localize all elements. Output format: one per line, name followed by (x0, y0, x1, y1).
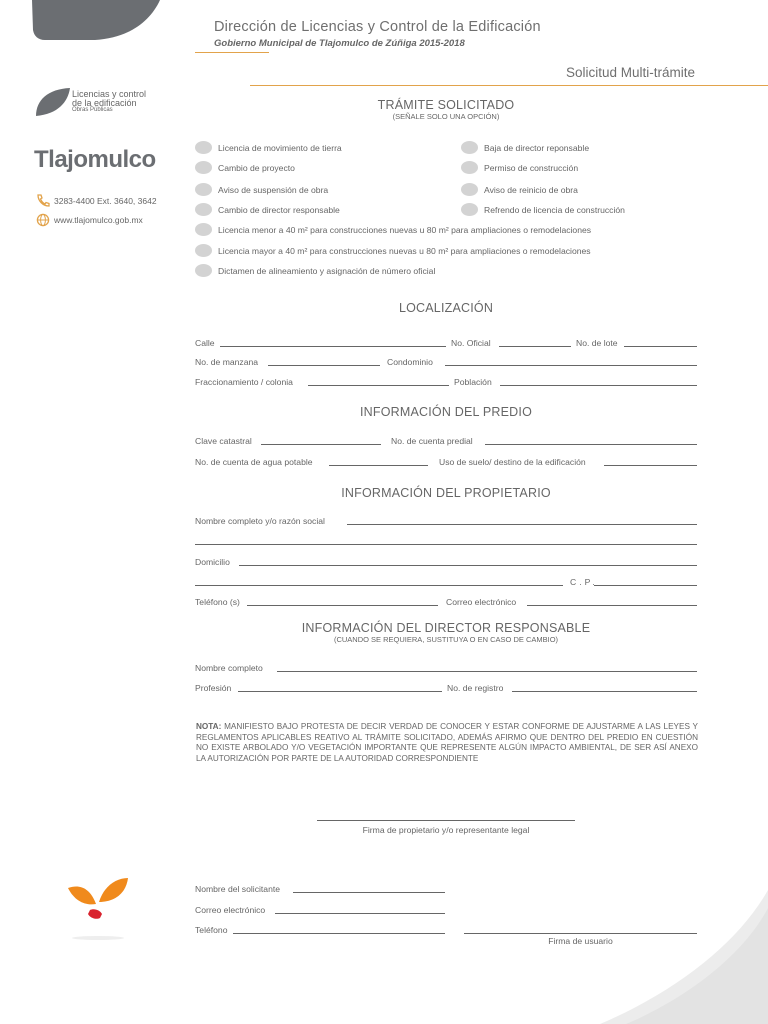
radio-button[interactable] (461, 141, 478, 154)
option-reinicio-obra[interactable]: Aviso de reinicio de obra (461, 183, 578, 196)
option-movimiento-tierra[interactable]: Licencia de movimiento de tierra (195, 141, 342, 154)
option-licencia-mayor[interactable]: Licencia mayor a 40 m² para construcciones nuevas u 80 m² para ampliaciones o remodelaciones (195, 244, 591, 257)
nota-paragraph (196, 722, 698, 764)
telefono-propietario-label: Teléfono (s) (195, 597, 240, 607)
header-underline (195, 52, 269, 53)
radio-button[interactable] (461, 183, 478, 196)
option-cambio-director[interactable]: Cambio de director responsable (195, 203, 340, 216)
header-title: Dirección de Licencias y Control de la Edificación (214, 19, 541, 35)
domicilio-label: Domicilio (195, 557, 230, 567)
phone-text: 3283-4400 Ext. 3640, 3642 (54, 196, 157, 206)
no-registro-field[interactable] (512, 691, 697, 692)
nombre-propietario-field[interactable] (347, 524, 697, 525)
director-title: INFORMACIÓN DEL DIRECTOR RESPONSABLE (301, 621, 591, 635)
radio-button[interactable] (195, 141, 212, 154)
option-baja-director[interactable]: Baja de director reponsable (461, 141, 589, 154)
localizacion-title: LOCALIZACIÓN (398, 301, 494, 315)
uso-suelo-field[interactable] (604, 465, 697, 466)
form-title: Solicitud Multi-trámite (565, 65, 695, 80)
telefono-propietario-field[interactable] (247, 605, 438, 606)
no-lote-field[interactable] (624, 346, 697, 347)
nombre-propietario-label: Nombre completo y/o razón social (195, 516, 325, 526)
correo-solicitante-field[interactable] (275, 913, 445, 914)
domicilio-field-line2[interactable] (195, 585, 563, 586)
firma-usuario-label: Firma de usuario (548, 936, 613, 946)
cp-field[interactable] (594, 585, 697, 586)
radio-button[interactable] (195, 161, 212, 174)
condominio-field[interactable] (445, 365, 697, 366)
tramite-note: (SEÑALE SOLO UNA OPCIÓN) (392, 112, 500, 121)
header-subtitle: Gobierno Municipal de Tlajomulco de Zúñiga 2015-2018 (214, 38, 465, 49)
radio-button[interactable] (461, 203, 478, 216)
web-globe-icon (36, 213, 50, 227)
predio-title: INFORMACIÓN DEL PREDIO (359, 405, 532, 419)
condominio-label: Condominio (387, 357, 433, 367)
no-oficial-label: No. Oficial (451, 338, 491, 348)
profesion-field[interactable] (238, 691, 442, 692)
brand-logo-text: Tlajomulco (34, 146, 156, 173)
poblacion-field[interactable] (500, 385, 697, 386)
domicilio-field[interactable] (239, 565, 697, 566)
dept-name-line2: de la edificación (72, 98, 137, 108)
clave-catastral-label: Clave catastral (195, 436, 252, 446)
form-title-underline (250, 85, 768, 86)
firma-usuario-line[interactable] (464, 933, 697, 934)
nombre-solicitante-field[interactable] (293, 892, 445, 893)
option-licencia-menor[interactable]: Licencia menor a 40 m² para construcciones nuevas u 80 m² para ampliaciones o remodelaciones (195, 223, 591, 236)
nombre-director-label: Nombre completo (195, 663, 263, 673)
no-registro-label: No. de registro (447, 683, 504, 693)
cuenta-predial-field[interactable] (485, 444, 697, 445)
propietario-title: INFORMACIÓN DEL PROPIETARIO (341, 486, 551, 500)
radio-button[interactable] (195, 264, 212, 277)
calle-field[interactable] (220, 346, 446, 347)
nombre-director-field[interactable] (277, 671, 697, 672)
tlajomulco-leaf-logo (64, 874, 134, 944)
dept-name-line3: Obras Públicas (72, 107, 113, 113)
web-link[interactable]: www.tlajomulco.gob.mx (54, 215, 143, 225)
nombre-propietario-field-line2[interactable] (195, 544, 697, 545)
radio-button[interactable] (195, 223, 212, 236)
no-lote-label: No. de lote (576, 338, 618, 348)
cuenta-predial-label: No. de cuenta predial (391, 436, 473, 446)
uso-suelo-label: Uso de suelo/ destino de la edificación (439, 457, 586, 467)
telefono-solicitante-field[interactable] (233, 933, 445, 934)
nota-label: NOTA: (196, 722, 222, 731)
nombre-solicitante-label: Nombre del solicitante (195, 884, 281, 894)
correo-propietario-label: Correo electrónico (446, 597, 517, 607)
no-oficial-field[interactable] (499, 346, 571, 347)
dept-name-line1: Licencias y control (72, 89, 147, 99)
cuenta-agua-label: No. de cuenta de agua potable (195, 457, 313, 467)
nota-text: MANIFIESTO BAJO PROTESTA DE DECIR VERDAD DE CONOCER Y ESTAR CONFORME DE AJUSTARME A LAS LEYES Y REGLAMENTOS APLICABLES REATIVO AL TRÁMITE SOLICITADO, ADEMÁS AFIRMO QUE DENTRO DEL PREDIO EN CUESTIÓN NO EXISTE ARBOLADO Y/O VEGETACIÓN IMPORTANTE QUE REPRESENTE ALGÚN IMPACTO AMBIENTAL, DE SER ASÍ ANEXO LA AUTORIZACIÓN POR PARTE DE LA AUTORIDAD CORRESPONDIENTE (196, 722, 698, 763)
no-manzana-field[interactable] (268, 365, 380, 366)
dept-leaf-icon (34, 86, 72, 116)
clave-catastral-field[interactable] (261, 444, 381, 445)
cp-label: C.P. (570, 577, 598, 587)
phone-icon (36, 194, 50, 207)
telefono-solicitante-label: Teléfono (195, 925, 228, 935)
tramite-title: TRÁMITE SOLICITADO (377, 98, 515, 112)
radio-button[interactable] (461, 161, 478, 174)
option-dictamen-alineamiento[interactable]: Dictamen de alineamiento y asignación de número oficial (195, 264, 435, 277)
fraccionamiento-label: Fraccionamiento / colonia (195, 377, 293, 387)
poblacion-label: Población (454, 377, 492, 387)
radio-button[interactable] (195, 203, 212, 216)
option-suspension-obra[interactable]: Aviso de suspensión de obra (195, 183, 328, 196)
radio-button[interactable] (195, 183, 212, 196)
correo-propietario-field[interactable] (527, 605, 697, 606)
radio-button[interactable] (195, 244, 212, 257)
fraccionamiento-field[interactable] (308, 385, 449, 386)
correo-solicitante-label: Correo electrónico (195, 905, 266, 915)
option-permiso-construccion[interactable]: Permiso de construcción (461, 161, 578, 174)
footer-curve-shape (560, 880, 768, 1024)
firma-propietario-label: Firma de propietario y/o representante legal (362, 825, 530, 835)
no-manzana-label: No. de manzana (195, 357, 259, 367)
cuenta-agua-field[interactable] (329, 465, 428, 466)
header-gray-shape (0, 0, 170, 42)
profesion-label: Profesión (195, 683, 232, 693)
firma-propietario-line[interactable] (317, 820, 575, 821)
calle-label: Calle (195, 338, 215, 348)
director-note: (CUANDO SE REQUIERA, SUSTITUYA O EN CASO DE CAMBIO) (333, 635, 559, 644)
option-refrendo-licencia[interactable]: Refrendo de licencia de construcción (461, 203, 625, 216)
option-cambio-proyecto[interactable]: Cambio de proyecto (195, 161, 295, 174)
